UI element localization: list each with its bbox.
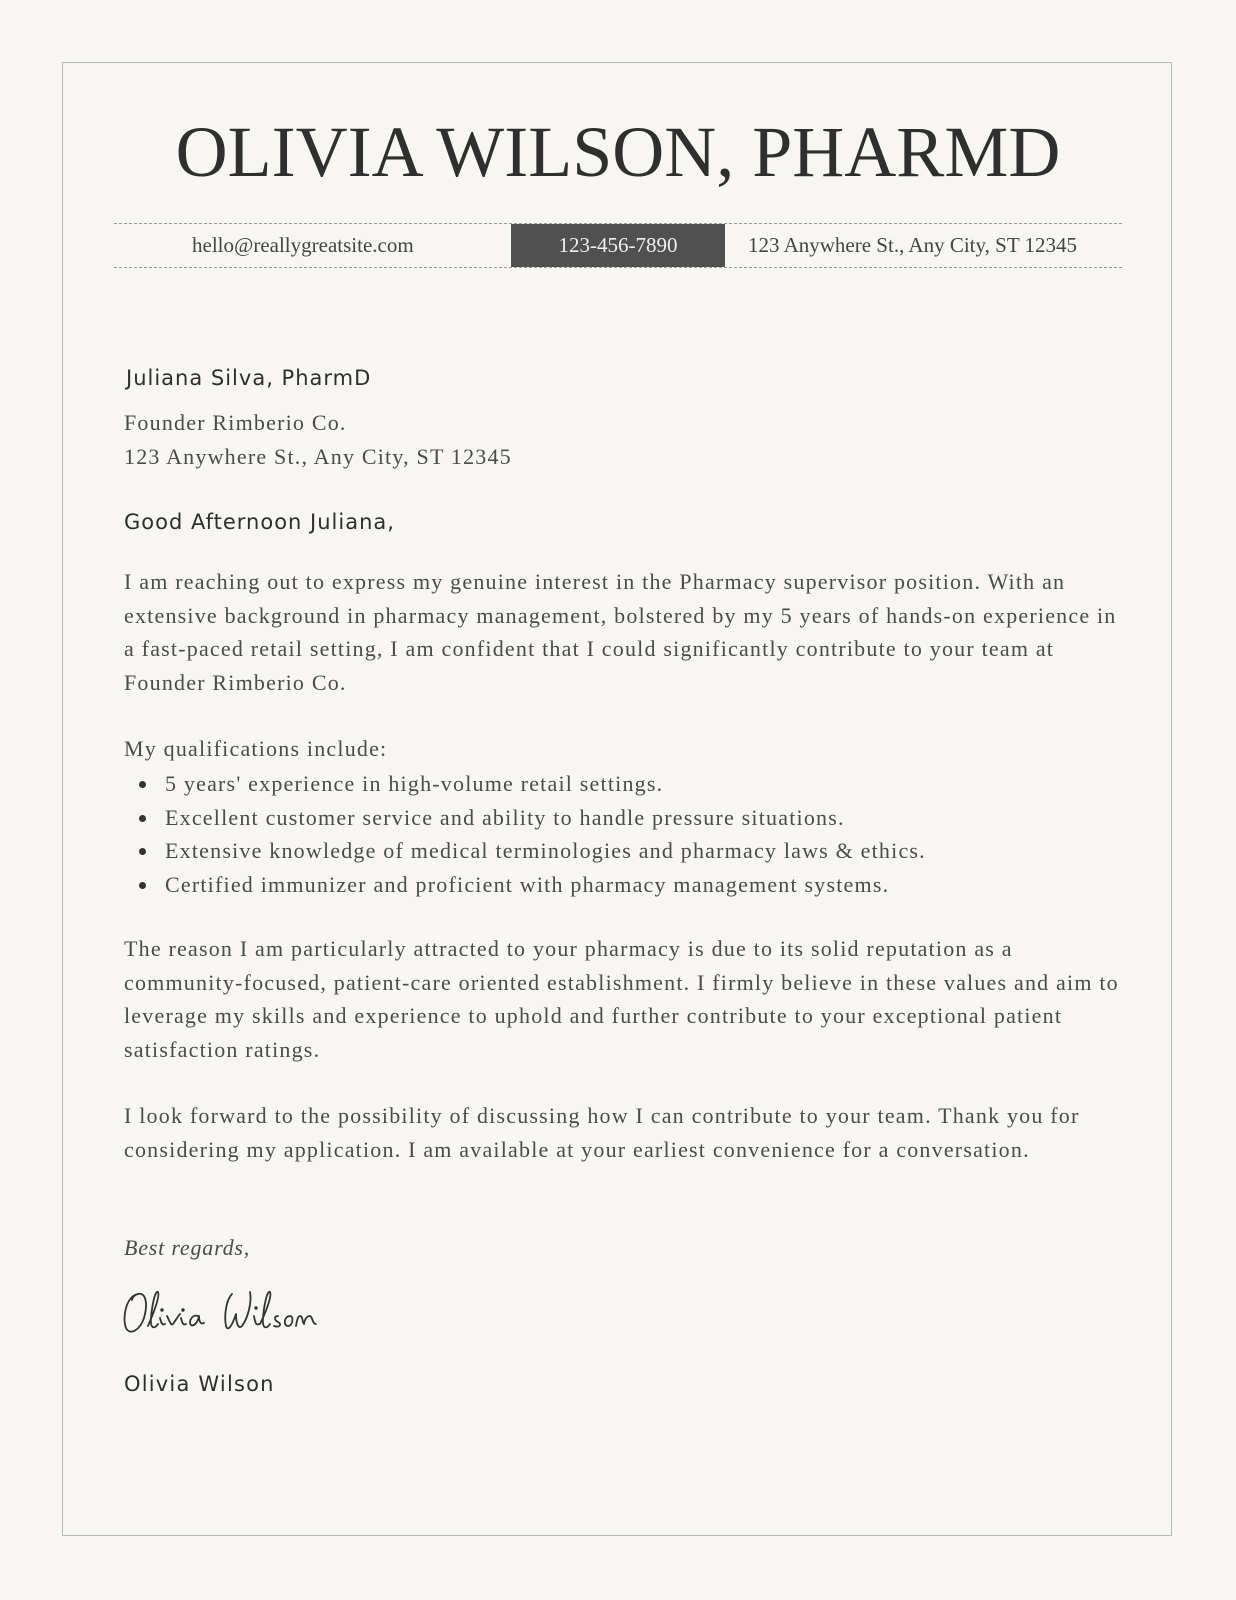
list-item: Certified immunizer and proficient with pharmacy management systems.	[124, 868, 926, 902]
list-item: 5 years' experience in high-volume retail settings.	[124, 767, 926, 801]
contact-bar	[114, 223, 1122, 268]
sender-name-heading: OLIVIA WILSON, PHARMD	[175, 112, 1061, 192]
handwritten-signature	[120, 1282, 350, 1342]
list-item: Extensive knowledge of medical terminologies and pharmacy laws & ethics.	[124, 834, 926, 868]
greeting: Good Afternoon Juliana,	[124, 510, 395, 534]
paragraph-reason: The reason I am particularly attracted to your pharmacy is due to its solid reputation as a community-focused, patient-care oriented establishment. I firmly believe in these values and aim to leverage my skills and experience to uphold and further contribute to your exceptional patient satisfaction ratings.	[124, 936, 1119, 1062]
qualifications-intro: My qualifications include:	[124, 736, 388, 761]
sender-phone: 123-456-7890	[511, 224, 725, 267]
recipient-company: Founder Rimberio Co.	[124, 410, 347, 435]
recipient-name: Juliana Silva, PharmD	[126, 366, 372, 390]
recipient-details	[124, 406, 512, 474]
sender-address: 123 Anywhere St., Any City, ST 12345	[748, 233, 1078, 257]
recipient-address: 123 Anywhere St., Any City, ST 12345	[124, 444, 512, 469]
signer-name: Olivia Wilson	[124, 1372, 275, 1396]
paragraph-intro: I am reaching out to express my genuine interest in the Pharmacy supervisor position. With an extensive background in pharmacy management, bolstered by my 5 years of hands-on experience in a fast-paced retail setting, I am confident that I could significantly contribute to your team at Founder Rimberio Co.	[124, 569, 1117, 695]
sender-email: hello@reallygreatsite.com	[192, 233, 414, 257]
qualifications-list	[124, 767, 926, 901]
paragraph-closing: I look forward to the possibility of discussing how I can contribute to your team. Thank you for considering my application. I am available at your earliest convenience for a conversation.	[124, 1103, 1080, 1162]
list-item: Excellent customer service and ability to handle pressure situations.	[124, 801, 926, 835]
closing-salutation: Best regards,	[124, 1235, 251, 1260]
